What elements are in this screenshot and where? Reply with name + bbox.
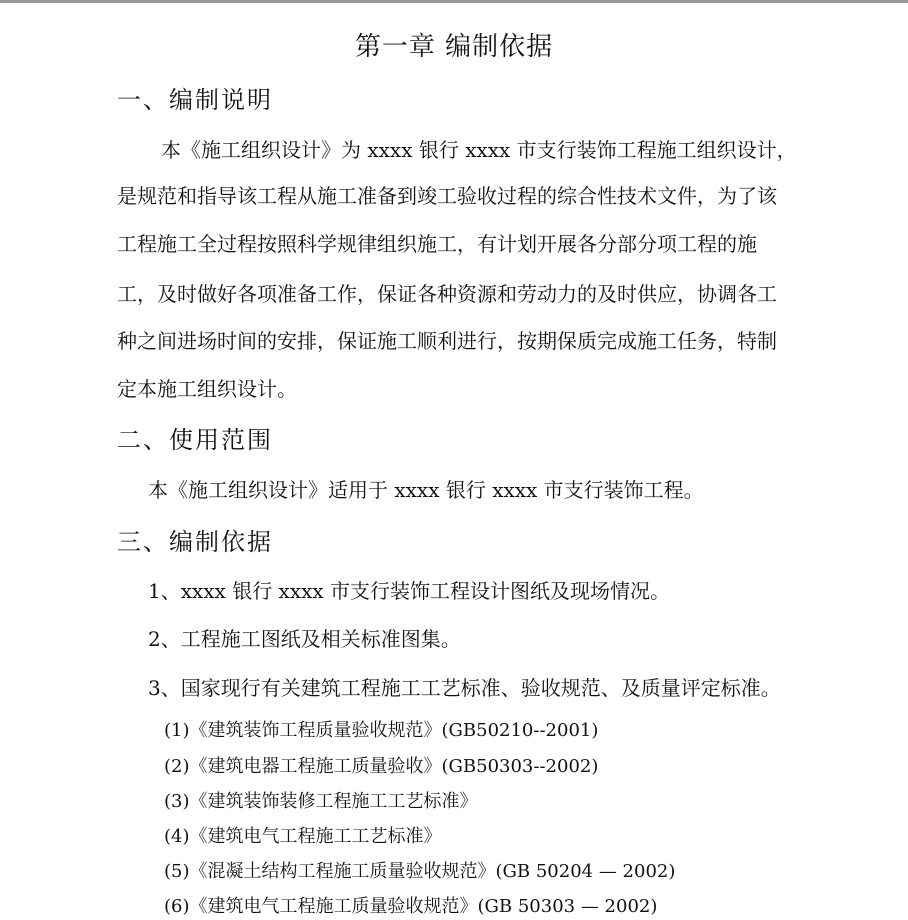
paragraph-line: 是规范和指导该工程从施工准备到竣工验收过程的综合性技术文件，为了该 xyxy=(117,184,777,208)
basis-item: 3、国家现行有关建筑工程施工工艺标准、验收规范、及质量评定标准。 xyxy=(148,676,781,700)
reference-item: (2)《建筑电器工程施工质量验收》(GB50303--2002) xyxy=(164,756,599,777)
scope-text: 本《施工组织设计》适用于 xxxx 银行 xxxx 市支行装饰工程。 xyxy=(148,478,704,502)
reference-item: (6)《建筑电气工程施工质量验收规范》(GB 50303 — 2002) xyxy=(164,896,658,917)
section-heading-scope: 二、使用范围 xyxy=(117,426,273,454)
reference-item: (3)《建筑装饰装修工程施工工艺标准》 xyxy=(164,791,478,812)
reference-item: (5)《混凝土结构工程施工质量验收规范》(GB 50204 — 2002) xyxy=(164,861,676,882)
paragraph-line: 工程施工全过程按照科学规律组织施工，有计划开展各分部分项工程的施 xyxy=(117,232,757,256)
paragraph-line: 工，及时做好各项准备工作，保证各种资源和劳动力的及时供应，协调各工 xyxy=(117,282,777,306)
chapter-title: 第一章 编制依据 xyxy=(354,32,554,62)
basis-item: 1、xxxx 银行 xxxx 市支行装饰工程设计图纸及现场情况。 xyxy=(148,579,671,603)
paragraph-line: 本《施工组织设计》为 xxxx 银行 xxxx 市支行装饰工程施工组织设计， xyxy=(161,138,797,162)
reference-item: (1)《建筑装饰工程质量验收规范》(GB50210--2001) xyxy=(164,720,599,741)
section-heading-basis: 三、编制依据 xyxy=(117,528,273,556)
paragraph-line: 种之间进场时间的安排，保证施工顺利进行，按期保质完成施工任务，特制 xyxy=(117,329,777,353)
basis-item: 2、工程施工图纸及相关标准图集。 xyxy=(148,627,461,651)
reference-item: (4)《建筑电气工程施工工艺标准》 xyxy=(164,826,442,847)
paragraph-line: 定本施工组织设计。 xyxy=(117,377,297,401)
section-heading-description: 一、编制说明 xyxy=(117,86,273,114)
